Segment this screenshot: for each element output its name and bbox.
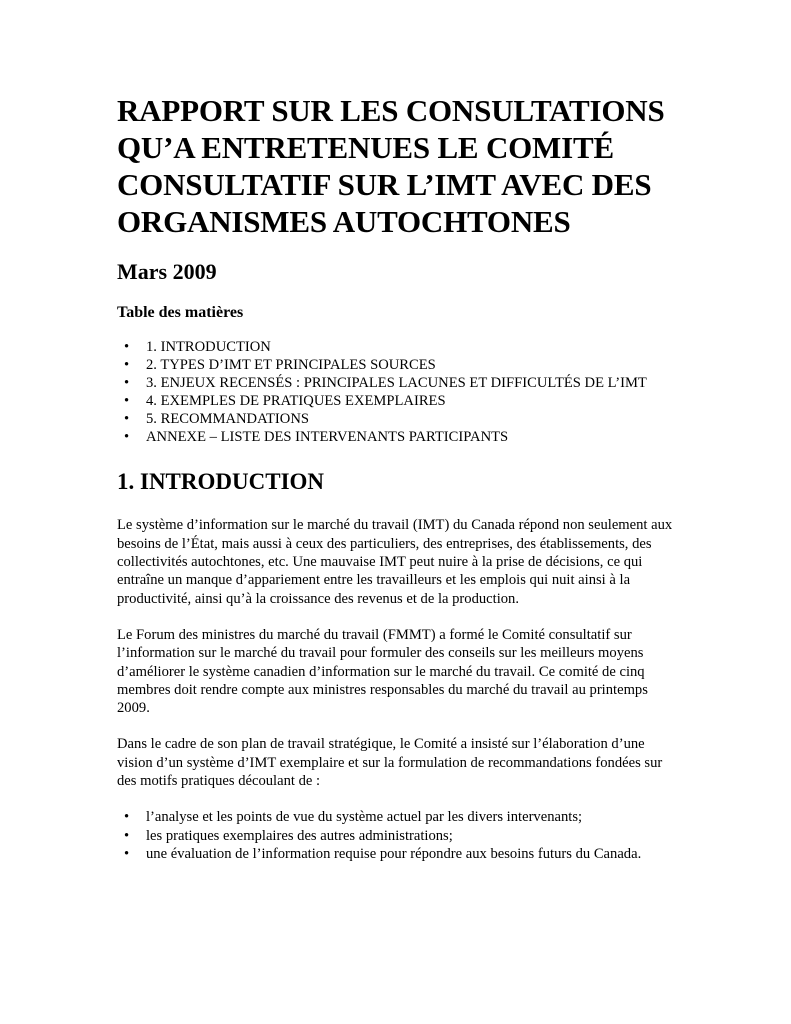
introduction-paragraph: Le système d’information sur le marché du travail (IMT) du Canada répond non seulement aux besoins de l’État, mais aussi à ceux des particuliers, des entreprises, des établissements, des collectivités autochtones, etc. Une mauvaise IMT peut nuire à la prise de décisions, ce qui entraîne un manque d’appariement entre les travailleurs et les emplois qui nuit ainsi à la productivité, ainsi qu’à la croissance des revenus et de la production. [117, 517, 673, 607]
document-date: Mars 2009 [117, 259, 217, 284]
toc-item-annexe[interactable]: • ANNEXE – LISTE DES INTERVENANTS PARTICIPANTS [117, 429, 677, 447]
document-title: RAPPORT SUR LES CONSULTATIONS QU’A ENTRETENUES LE COMITÉ CONSULTATIF SUR L’IMT AVEC DES ORGANISMES AUTOCHTONES [117, 93, 665, 239]
toc-item-types-imt[interactable]: • 2. TYPES D’IMT ET PRINCIPALES SOURCES [117, 357, 677, 375]
introduction-bullet-list [117, 808, 677, 863]
list-item: • une évaluation de l’information requise pour répondre aux besoins futurs du Canada. [117, 845, 677, 863]
list-item: • l’analyse et les points de vue du système actuel par les divers intervenants; [117, 808, 677, 826]
introduction-heading: 1. INTRODUCTION [117, 469, 325, 495]
toc-item-recommandations[interactable]: • 5. RECOMMANDATIONS [117, 411, 677, 429]
introduction-paragraph: Dans le cadre de son plan de travail stratégique, le Comité a insisté sur l’élaboration d’une vision d’un système d’IMT exemplaire et sur la formulation de recommandations fondées sur des motifs pratiques découlant de : [117, 736, 663, 789]
toc-heading: Table des matières [117, 304, 244, 321]
toc-item-pratiques[interactable]: • 4. EXEMPLES DE PRATIQUES EXEMPLAIRES [117, 393, 677, 411]
toc-item-introduction[interactable]: • 1. INTRODUCTION [117, 339, 677, 357]
list-item: • les pratiques exemplaires des autres administrations; [117, 827, 677, 845]
introduction-paragraph: Le Forum des ministres du marché du travail (FMMT) a formé le Comité consultatif sur l’information sur le marché du travail pour formuler des conseils sur les meilleurs moyens d’améliorer le système canadien d’information sur le marché du travail. Ce comité de cinq membres doit rendre compte aux ministres responsables du marché du travail au printemps 2009. [117, 626, 648, 717]
toc-item-enjeux[interactable]: • 3. ENJEUX RECENSÉS : PRINCIPALES LACUNES ET DIFFICULTÉS DE L’IMT [117, 375, 677, 393]
document-page [117, 92, 677, 863]
toc-list [117, 339, 677, 446]
